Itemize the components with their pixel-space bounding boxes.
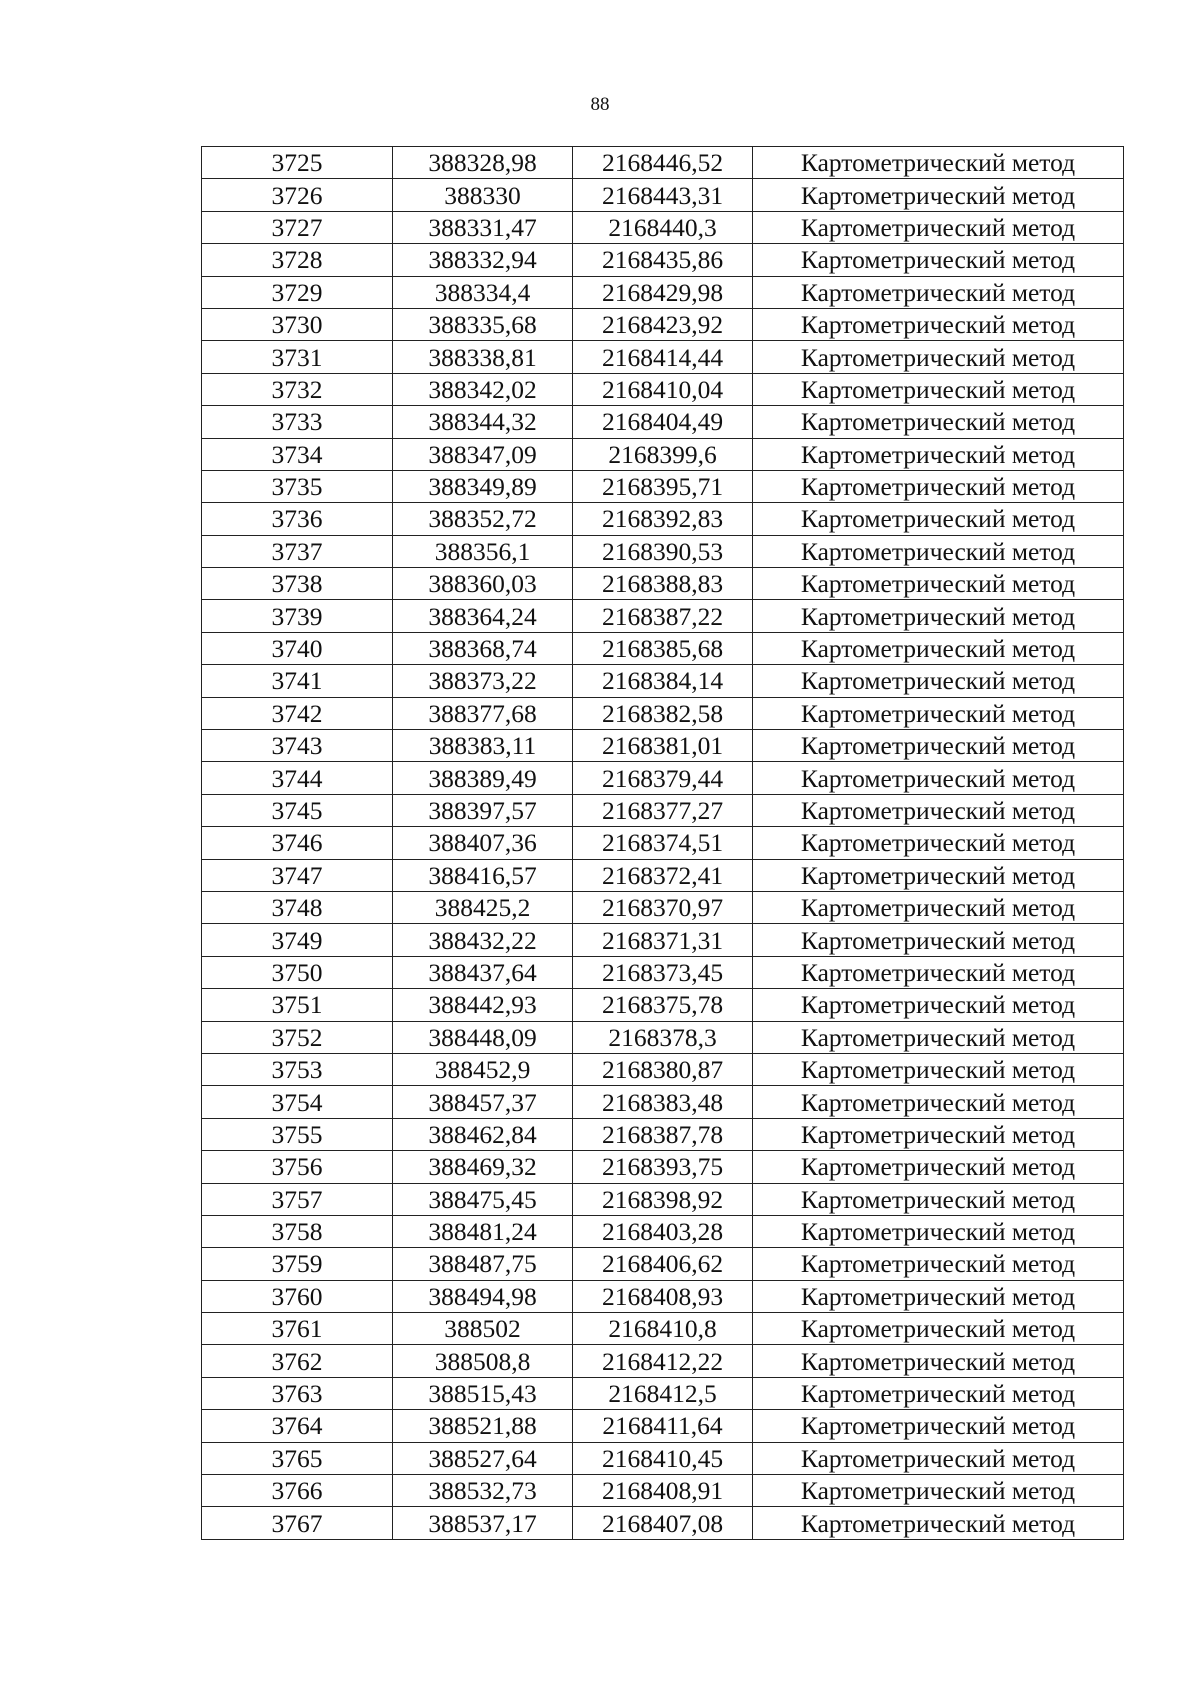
point-number-cell: 3725 bbox=[202, 147, 393, 179]
y-coordinate-cell: 2168374,51 bbox=[573, 827, 753, 859]
method-cell: Картометрический метод bbox=[753, 827, 1124, 859]
point-number-cell: 3762 bbox=[202, 1345, 393, 1377]
y-coordinate-cell: 2168410,04 bbox=[573, 373, 753, 405]
y-coordinate-cell: 2168440,3 bbox=[573, 211, 753, 243]
x-coordinate-cell: 388494,98 bbox=[393, 1280, 573, 1312]
point-number-cell: 3731 bbox=[202, 341, 393, 373]
point-number-cell: 3752 bbox=[202, 1021, 393, 1053]
y-coordinate-cell: 2168387,22 bbox=[573, 600, 753, 632]
x-coordinate-cell: 388457,37 bbox=[393, 1086, 573, 1118]
x-coordinate-cell: 388342,02 bbox=[393, 373, 573, 405]
y-coordinate-cell: 2168399,6 bbox=[573, 438, 753, 470]
y-coordinate-cell: 2168370,97 bbox=[573, 891, 753, 923]
table-row bbox=[202, 827, 1124, 859]
table-row bbox=[202, 470, 1124, 502]
table-row bbox=[202, 989, 1124, 1021]
point-number-cell: 3729 bbox=[202, 276, 393, 308]
table-row bbox=[202, 859, 1124, 891]
x-coordinate-cell: 388344,32 bbox=[393, 406, 573, 438]
method-cell: Картометрический метод bbox=[753, 503, 1124, 535]
y-coordinate-cell: 2168412,5 bbox=[573, 1377, 753, 1409]
y-coordinate-cell: 2168406,62 bbox=[573, 1248, 753, 1280]
x-coordinate-cell: 388335,68 bbox=[393, 308, 573, 340]
point-number-cell: 3727 bbox=[202, 211, 393, 243]
method-cell: Картометрический метод bbox=[753, 535, 1124, 567]
table-row bbox=[202, 147, 1124, 179]
x-coordinate-cell: 388334,4 bbox=[393, 276, 573, 308]
x-coordinate-cell: 388508,8 bbox=[393, 1345, 573, 1377]
method-cell: Картометрический метод bbox=[753, 568, 1124, 600]
x-coordinate-cell: 388356,1 bbox=[393, 535, 573, 567]
point-number-cell: 3757 bbox=[202, 1183, 393, 1215]
method-cell: Картометрический метод bbox=[753, 470, 1124, 502]
point-number-cell: 3765 bbox=[202, 1442, 393, 1474]
y-coordinate-cell: 2168414,44 bbox=[573, 341, 753, 373]
x-coordinate-cell: 388448,09 bbox=[393, 1021, 573, 1053]
method-cell: Картометрический метод bbox=[753, 1086, 1124, 1118]
table-row bbox=[202, 179, 1124, 211]
point-number-cell: 3755 bbox=[202, 1118, 393, 1150]
y-coordinate-cell: 2168388,83 bbox=[573, 568, 753, 600]
point-number-cell: 3760 bbox=[202, 1280, 393, 1312]
x-coordinate-cell: 388442,93 bbox=[393, 989, 573, 1021]
x-coordinate-cell: 388425,2 bbox=[393, 891, 573, 923]
table-row bbox=[202, 924, 1124, 956]
table-row bbox=[202, 730, 1124, 762]
x-coordinate-cell: 388332,94 bbox=[393, 244, 573, 276]
method-cell: Картометрический метод bbox=[753, 1442, 1124, 1474]
point-number-cell: 3733 bbox=[202, 406, 393, 438]
y-coordinate-cell: 2168408,93 bbox=[573, 1280, 753, 1312]
point-number-cell: 3747 bbox=[202, 859, 393, 891]
table-row bbox=[202, 276, 1124, 308]
x-coordinate-cell: 388462,84 bbox=[393, 1118, 573, 1150]
method-cell: Картометрический метод bbox=[753, 1183, 1124, 1215]
point-number-cell: 3741 bbox=[202, 665, 393, 697]
table-row bbox=[202, 1118, 1124, 1150]
method-cell: Картометрический метод bbox=[753, 1313, 1124, 1345]
x-coordinate-cell: 388515,43 bbox=[393, 1377, 573, 1409]
method-cell: Картометрический метод bbox=[753, 211, 1124, 243]
point-number-cell: 3756 bbox=[202, 1151, 393, 1183]
coordinates-table bbox=[201, 146, 1124, 1540]
table-row bbox=[202, 1475, 1124, 1507]
method-cell: Картометрический метод bbox=[753, 179, 1124, 211]
y-coordinate-cell: 2168446,52 bbox=[573, 147, 753, 179]
method-cell: Картометрический метод bbox=[753, 632, 1124, 664]
table-row bbox=[202, 1377, 1124, 1409]
table-row bbox=[202, 697, 1124, 729]
table-row bbox=[202, 244, 1124, 276]
table-row bbox=[202, 1442, 1124, 1474]
y-coordinate-cell: 2168371,31 bbox=[573, 924, 753, 956]
y-coordinate-cell: 2168410,8 bbox=[573, 1313, 753, 1345]
method-cell: Картометрический метод bbox=[753, 1475, 1124, 1507]
method-cell: Картометрический метод bbox=[753, 373, 1124, 405]
x-coordinate-cell: 388452,9 bbox=[393, 1053, 573, 1085]
x-coordinate-cell: 388368,74 bbox=[393, 632, 573, 664]
x-coordinate-cell: 388328,98 bbox=[393, 147, 573, 179]
point-number-cell: 3739 bbox=[202, 600, 393, 632]
point-number-cell: 3766 bbox=[202, 1475, 393, 1507]
table-row bbox=[202, 341, 1124, 373]
point-number-cell: 3764 bbox=[202, 1410, 393, 1442]
x-coordinate-cell: 388383,11 bbox=[393, 730, 573, 762]
x-coordinate-cell: 388502 bbox=[393, 1313, 573, 1345]
method-cell: Картометрический метод bbox=[753, 859, 1124, 891]
table-row bbox=[202, 1345, 1124, 1377]
table-row bbox=[202, 600, 1124, 632]
y-coordinate-cell: 2168395,71 bbox=[573, 470, 753, 502]
y-coordinate-cell: 2168381,01 bbox=[573, 730, 753, 762]
point-number-cell: 3748 bbox=[202, 891, 393, 923]
point-number-cell: 3738 bbox=[202, 568, 393, 600]
table-row bbox=[202, 762, 1124, 794]
method-cell: Картометрический метод bbox=[753, 956, 1124, 988]
method-cell: Картометрический метод bbox=[753, 1151, 1124, 1183]
method-cell: Картометрический метод bbox=[753, 665, 1124, 697]
method-cell: Картометрический метод bbox=[753, 1053, 1124, 1085]
x-coordinate-cell: 388527,64 bbox=[393, 1442, 573, 1474]
y-coordinate-cell: 2168443,31 bbox=[573, 179, 753, 211]
table-row bbox=[202, 1215, 1124, 1247]
x-coordinate-cell: 388330 bbox=[393, 179, 573, 211]
point-number-cell: 3763 bbox=[202, 1377, 393, 1409]
page-number: 88 bbox=[590, 94, 610, 115]
x-coordinate-cell: 388338,81 bbox=[393, 341, 573, 373]
method-cell: Картометрический метод bbox=[753, 1507, 1124, 1539]
method-cell: Картометрический метод bbox=[753, 1410, 1124, 1442]
table-row bbox=[202, 891, 1124, 923]
method-cell: Картометрический метод bbox=[753, 308, 1124, 340]
table-row bbox=[202, 1507, 1124, 1539]
y-coordinate-cell: 2168375,78 bbox=[573, 989, 753, 1021]
x-coordinate-cell: 388352,72 bbox=[393, 503, 573, 535]
y-coordinate-cell: 2168387,78 bbox=[573, 1118, 753, 1150]
point-number-cell: 3744 bbox=[202, 762, 393, 794]
point-number-cell: 3732 bbox=[202, 373, 393, 405]
point-number-cell: 3735 bbox=[202, 470, 393, 502]
y-coordinate-cell: 2168372,41 bbox=[573, 859, 753, 891]
x-coordinate-cell: 388397,57 bbox=[393, 794, 573, 826]
y-coordinate-cell: 2168390,53 bbox=[573, 535, 753, 567]
method-cell: Картометрический метод bbox=[753, 762, 1124, 794]
x-coordinate-cell: 388349,89 bbox=[393, 470, 573, 502]
point-number-cell: 3737 bbox=[202, 535, 393, 567]
method-cell: Картометрический метод bbox=[753, 989, 1124, 1021]
method-cell: Картометрический метод bbox=[753, 924, 1124, 956]
method-cell: Картометрический метод bbox=[753, 341, 1124, 373]
table-row bbox=[202, 665, 1124, 697]
y-coordinate-cell: 2168378,3 bbox=[573, 1021, 753, 1053]
x-coordinate-cell: 388407,36 bbox=[393, 827, 573, 859]
table-row bbox=[202, 1410, 1124, 1442]
x-coordinate-cell: 388469,32 bbox=[393, 1151, 573, 1183]
x-coordinate-cell: 388437,64 bbox=[393, 956, 573, 988]
table-row bbox=[202, 1021, 1124, 1053]
method-cell: Картометрический метод bbox=[753, 244, 1124, 276]
method-cell: Картометрический метод bbox=[753, 276, 1124, 308]
table-row bbox=[202, 1086, 1124, 1118]
point-number-cell: 3734 bbox=[202, 438, 393, 470]
point-number-cell: 3750 bbox=[202, 956, 393, 988]
point-number-cell: 3736 bbox=[202, 503, 393, 535]
x-coordinate-cell: 388364,24 bbox=[393, 600, 573, 632]
y-coordinate-cell: 2168385,68 bbox=[573, 632, 753, 664]
table-row bbox=[202, 794, 1124, 826]
method-cell: Картометрический метод bbox=[753, 1377, 1124, 1409]
table-row bbox=[202, 568, 1124, 600]
y-coordinate-cell: 2168404,49 bbox=[573, 406, 753, 438]
method-cell: Картометрический метод bbox=[753, 1118, 1124, 1150]
x-coordinate-cell: 388532,73 bbox=[393, 1475, 573, 1507]
y-coordinate-cell: 2168429,98 bbox=[573, 276, 753, 308]
method-cell: Картометрический метод bbox=[753, 438, 1124, 470]
table-row bbox=[202, 1313, 1124, 1345]
table-row bbox=[202, 1183, 1124, 1215]
x-coordinate-cell: 388537,17 bbox=[393, 1507, 573, 1539]
y-coordinate-cell: 2168398,92 bbox=[573, 1183, 753, 1215]
table-row bbox=[202, 308, 1124, 340]
method-cell: Картометрический метод bbox=[753, 1215, 1124, 1247]
point-number-cell: 3754 bbox=[202, 1086, 393, 1118]
table-row bbox=[202, 1151, 1124, 1183]
y-coordinate-cell: 2168412,22 bbox=[573, 1345, 753, 1377]
x-coordinate-cell: 388481,24 bbox=[393, 1215, 573, 1247]
table-row bbox=[202, 406, 1124, 438]
y-coordinate-cell: 2168408,91 bbox=[573, 1475, 753, 1507]
table-row bbox=[202, 956, 1124, 988]
y-coordinate-cell: 2168411,64 bbox=[573, 1410, 753, 1442]
x-coordinate-cell: 388373,22 bbox=[393, 665, 573, 697]
point-number-cell: 3759 bbox=[202, 1248, 393, 1280]
table-row bbox=[202, 632, 1124, 664]
point-number-cell: 3730 bbox=[202, 308, 393, 340]
method-cell: Картометрический метод bbox=[753, 147, 1124, 179]
x-coordinate-cell: 388377,68 bbox=[393, 697, 573, 729]
y-coordinate-cell: 2168410,45 bbox=[573, 1442, 753, 1474]
table-row bbox=[202, 373, 1124, 405]
x-coordinate-cell: 388475,45 bbox=[393, 1183, 573, 1215]
y-coordinate-cell: 2168382,58 bbox=[573, 697, 753, 729]
point-number-cell: 3726 bbox=[202, 179, 393, 211]
method-cell: Картометрический метод bbox=[753, 600, 1124, 632]
method-cell: Картометрический метод bbox=[753, 1280, 1124, 1312]
table-row bbox=[202, 1248, 1124, 1280]
point-number-cell: 3742 bbox=[202, 697, 393, 729]
method-cell: Картометрический метод bbox=[753, 1345, 1124, 1377]
method-cell: Картометрический метод bbox=[753, 697, 1124, 729]
table-row bbox=[202, 1053, 1124, 1085]
table-row bbox=[202, 211, 1124, 243]
y-coordinate-cell: 2168379,44 bbox=[573, 762, 753, 794]
x-coordinate-cell: 388416,57 bbox=[393, 859, 573, 891]
x-coordinate-cell: 388347,09 bbox=[393, 438, 573, 470]
table-row bbox=[202, 503, 1124, 535]
method-cell: Картометрический метод bbox=[753, 406, 1124, 438]
table-row bbox=[202, 1280, 1124, 1312]
x-coordinate-cell: 388432,22 bbox=[393, 924, 573, 956]
x-coordinate-cell: 388331,47 bbox=[393, 211, 573, 243]
point-number-cell: 3746 bbox=[202, 827, 393, 859]
y-coordinate-cell: 2168392,83 bbox=[573, 503, 753, 535]
point-number-cell: 3745 bbox=[202, 794, 393, 826]
point-number-cell: 3728 bbox=[202, 244, 393, 276]
point-number-cell: 3758 bbox=[202, 1215, 393, 1247]
y-coordinate-cell: 2168435,86 bbox=[573, 244, 753, 276]
coordinates-table-body bbox=[202, 147, 1124, 1540]
table-row bbox=[202, 535, 1124, 567]
table-row bbox=[202, 438, 1124, 470]
y-coordinate-cell: 2168373,45 bbox=[573, 956, 753, 988]
point-number-cell: 3761 bbox=[202, 1313, 393, 1345]
y-coordinate-cell: 2168377,27 bbox=[573, 794, 753, 826]
x-coordinate-cell: 388487,75 bbox=[393, 1248, 573, 1280]
y-coordinate-cell: 2168423,92 bbox=[573, 308, 753, 340]
method-cell: Картометрический метод bbox=[753, 1248, 1124, 1280]
y-coordinate-cell: 2168380,87 bbox=[573, 1053, 753, 1085]
method-cell: Картометрический метод bbox=[753, 891, 1124, 923]
y-coordinate-cell: 2168393,75 bbox=[573, 1151, 753, 1183]
y-coordinate-cell: 2168403,28 bbox=[573, 1215, 753, 1247]
method-cell: Картометрический метод bbox=[753, 794, 1124, 826]
x-coordinate-cell: 388521,88 bbox=[393, 1410, 573, 1442]
method-cell: Картометрический метод bbox=[753, 1021, 1124, 1053]
point-number-cell: 3749 bbox=[202, 924, 393, 956]
x-coordinate-cell: 388389,49 bbox=[393, 762, 573, 794]
y-coordinate-cell: 2168407,08 bbox=[573, 1507, 753, 1539]
point-number-cell: 3740 bbox=[202, 632, 393, 664]
point-number-cell: 3743 bbox=[202, 730, 393, 762]
x-coordinate-cell: 388360,03 bbox=[393, 568, 573, 600]
point-number-cell: 3753 bbox=[202, 1053, 393, 1085]
point-number-cell: 3751 bbox=[202, 989, 393, 1021]
point-number-cell: 3767 bbox=[202, 1507, 393, 1539]
y-coordinate-cell: 2168383,48 bbox=[573, 1086, 753, 1118]
method-cell: Картометрический метод bbox=[753, 730, 1124, 762]
y-coordinate-cell: 2168384,14 bbox=[573, 665, 753, 697]
